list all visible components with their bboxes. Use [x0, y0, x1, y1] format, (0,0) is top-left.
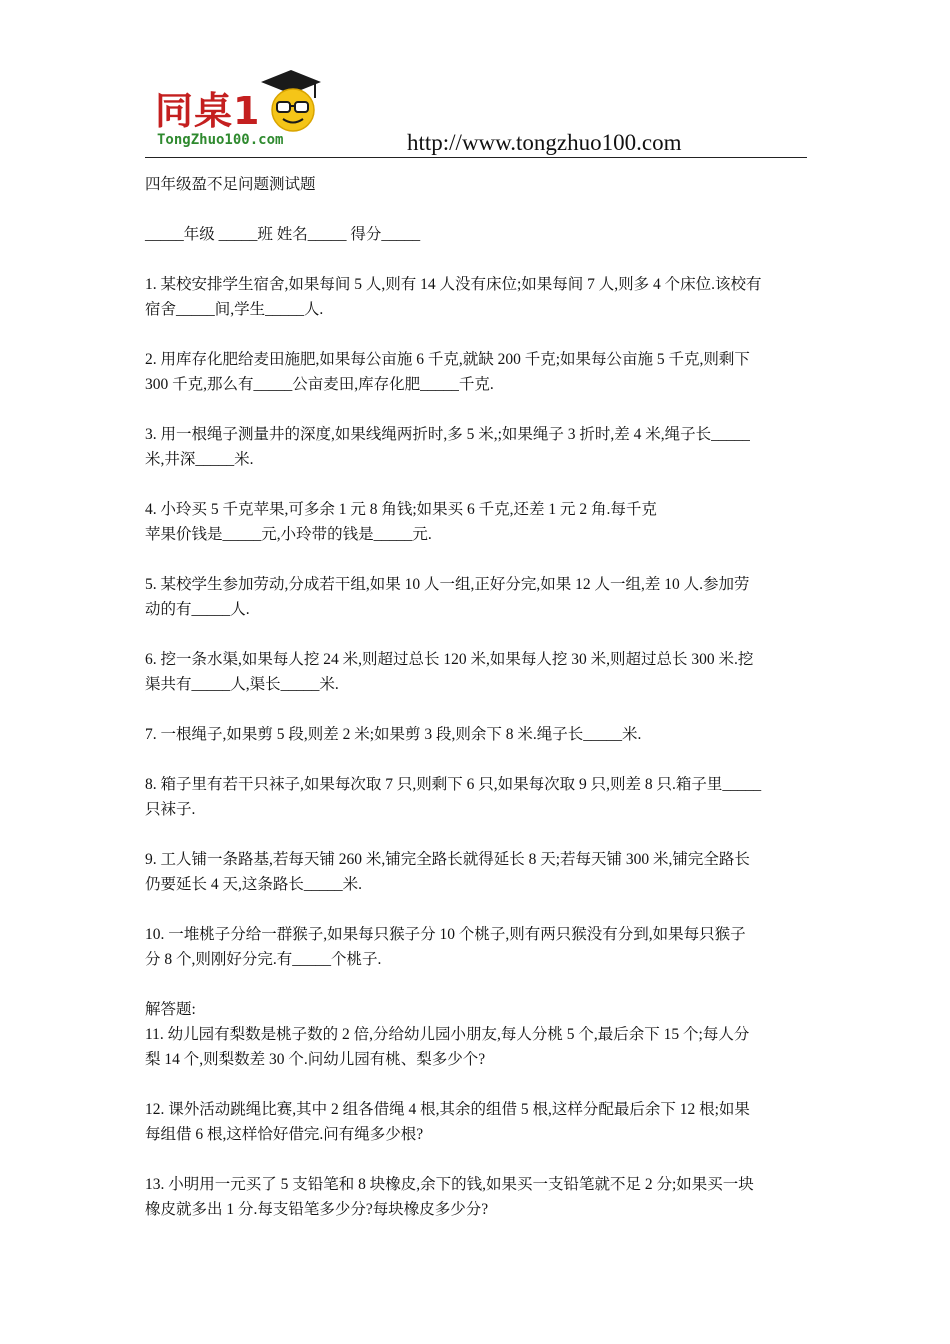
logo-subtitle: TongZhuo100.com [157, 132, 284, 148]
question-3-line-2: 米,井深_____米. [145, 451, 254, 468]
tongzhuo-logo [151, 66, 341, 154]
question-9-line-1: 9. 工人铺一条路基,若每天铺 260 米,铺完全路长就得延长 8 天;若每天铺 300 米,铺完全路长 [145, 851, 750, 868]
question-11-line-2: 梨 14 个,则梨数差 30 个.问幼儿园有桃、梨多少个? [145, 1051, 486, 1068]
question-4-line-2: 苹果价钱是_____元,小玲带的钱是_____元. [145, 526, 432, 543]
question-1-line-2: 宿舍_____间,学生_____人. [145, 301, 324, 318]
document-title: 四年级盈不足问题测试题 [145, 176, 316, 193]
question-13-line-2: 橡皮就多出 1 分.每支铅笔多少分?每块橡皮多少分? [145, 1201, 489, 1218]
question-6-line-1: 6. 挖一条水渠,如果每人挖 24 米,则超过总长 120 米,如果每人挖 30 米,则超过总长 300 米.挖 [145, 651, 754, 668]
question-5-line-2: 动的有_____人. [145, 601, 250, 618]
question-6-line-2: 渠共有_____人,渠长_____米. [145, 676, 339, 693]
question-13-line-1: 13. 小明用一元买了 5 支铅笔和 8 块橡皮,余下的钱,如果买一支铅笔就不足 2 分;如果买一块 [145, 1176, 754, 1193]
question-8-line-1: 8. 箱子里有若干只袜子,如果每次取 7 只,则剩下 6 只,如果每次取 9 只,则差 8 只.箱子里_____ [145, 776, 762, 793]
question-8-line-2: 只袜子. [145, 801, 196, 818]
question-4-line-1: 4. 小玲买 5 千克苹果,可多余 1 元 8 角钱;如果买 6 千克,还差 1 元 2 角.每千克 [145, 501, 657, 518]
graduation-smiley-icon [253, 68, 325, 134]
question-7: 7. 一根绳子,如果剪 5 段,则差 2 米;如果剪 3 段,则余下 8 米.绳子长_____米. [145, 726, 642, 743]
question-2-line-2: 300 千克,那么有_____公亩麦田,库存化肥_____千克. [145, 376, 494, 393]
section-heading: 解答题: [145, 1001, 196, 1018]
page-header [145, 66, 807, 159]
question-11-line-1: 11. 幼儿园有梨数是桃子数的 2 倍,分给幼儿园小朋友,每人分桃 5 个,最后余下 15 个;每人分 [145, 1026, 750, 1043]
question-3-line-1: 3. 用一根绳子测量井的深度,如果线绳两折时,多 5 米,;如果绳子 3 折时,差 4 米,绳子长_____ [145, 426, 750, 443]
question-2-line-1: 2. 用库存化肥给麦田施肥,如果每公亩施 6 千克,就缺 200 千克;如果每公亩施 5 千克,则剩下 [145, 351, 750, 368]
student-info-line: _____年级 _____班 姓名_____ 得分_____ [145, 226, 421, 243]
question-5-line-1: 5. 某校学生参加劳动,分成若干组,如果 10 人一组,正好分完,如果 12 人一组,差 10 人.参加劳 [145, 576, 750, 593]
logo-text: 同桌1 [155, 89, 261, 133]
question-12-line-1: 12. 课外活动跳绳比赛,其中 2 组各借绳 4 根,其余的组借 5 根,这样分配最后余下 12 根;如果 [145, 1101, 750, 1118]
site-url[interactable]: http://www.tongzhuo100.com [407, 130, 682, 155]
question-1-line-1: 1. 某校安排学生宿舍,如果每间 5 人,则有 14 人没有床位;如果每间 7 人,则多 4 个床位.该校有 [145, 276, 762, 293]
question-9-line-2: 仍要延长 4 天,这条路长_____米. [145, 876, 363, 893]
document-body [145, 172, 807, 1222]
question-12-line-2: 每组借 6 根,这样恰好借完.问有绳多少根? [145, 1126, 424, 1143]
header-divider [145, 157, 807, 158]
question-10-line-1: 10. 一堆桃子分给一群猴子,如果每只猴子分 10 个桃子,则有两只猴没有分到,如果每只猴子 [145, 926, 746, 943]
question-10-line-2: 分 8 个,则刚好分完.有_____个桃子. [145, 951, 382, 968]
